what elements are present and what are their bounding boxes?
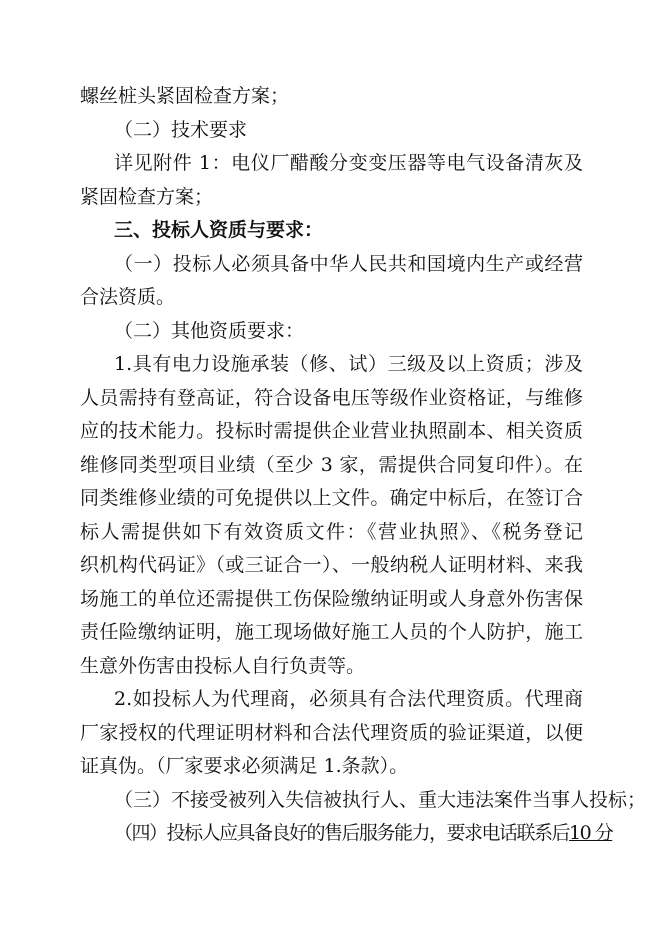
text-line: 合法资质。 xyxy=(80,286,176,308)
text-line: 维修同类型项目业绩（至少 3 家，需提供合同复印件）。在 xyxy=(80,453,583,476)
subheading-other-requirements: （二）其他资质要求： xyxy=(114,319,305,342)
text-line: 应的技术能力。投标时需提供企业营业执照副本、相关资质 xyxy=(80,420,583,442)
text-line: 紧固检查方案； xyxy=(80,185,214,208)
text-line: 同类维修业绩的可免提供以上文件。确定中标后，在签订合 xyxy=(80,487,583,509)
document-page xyxy=(80,80,647,851)
text-line: 织机构代码证》（或三证合一）、一般纳税人证明材料、来我 xyxy=(80,554,583,576)
text-line: 人员需持有登高证，符合设备电压等级作业资格证，与维修 xyxy=(80,386,583,409)
text-line: 1.具有电力设施承装（修、试）三级及以上资质；涉及 xyxy=(114,353,583,375)
text-line: 证真伪。（厂家要求必须满足 1.条款）。 xyxy=(80,755,409,777)
text-line: 螺丝桩头紧固检查方案； xyxy=(80,85,290,107)
underlined-time-limit: 10 分 xyxy=(569,822,613,844)
text-line: 标人需提供如下有效资质文件：《营业执照》、《税务登记 xyxy=(80,520,583,543)
text-line: 责任险缴纳证明，施工现场做好施工人员的个人防护，施工 xyxy=(80,621,583,643)
text-line: 2.如投标人为代理商，必须具有合法代理资质。代理商 xyxy=(114,688,583,710)
text-line: 生意外伤害由投标人自行负责等。 xyxy=(80,654,366,677)
text-segment: （四）投标人应具备良好的售后服务能力，要求电话联系后 xyxy=(114,822,570,844)
subheading-tech-requirements: （二）技术要求 xyxy=(114,118,248,141)
text-line: （三）不接受被列入失信被执行人、重大违法案件当事人投标； xyxy=(114,788,647,811)
text-line: 厂家授权的代理证明材料和合法代理资质的验证渠道，以便 xyxy=(80,721,583,744)
text-line: （一）投标人必须具备中华人民共和国境内生产或经营 xyxy=(114,252,583,275)
text-line xyxy=(80,817,613,851)
text-line: 场施工的单位还需提供工伤保险缴纳证明或人身意外伤害保 xyxy=(80,587,583,610)
section-heading: 三、投标人资质与要求： xyxy=(114,219,324,241)
text-line: 详见附件 1：电仪厂醋酸分变变压器等电气设备清灰及 xyxy=(114,152,583,174)
